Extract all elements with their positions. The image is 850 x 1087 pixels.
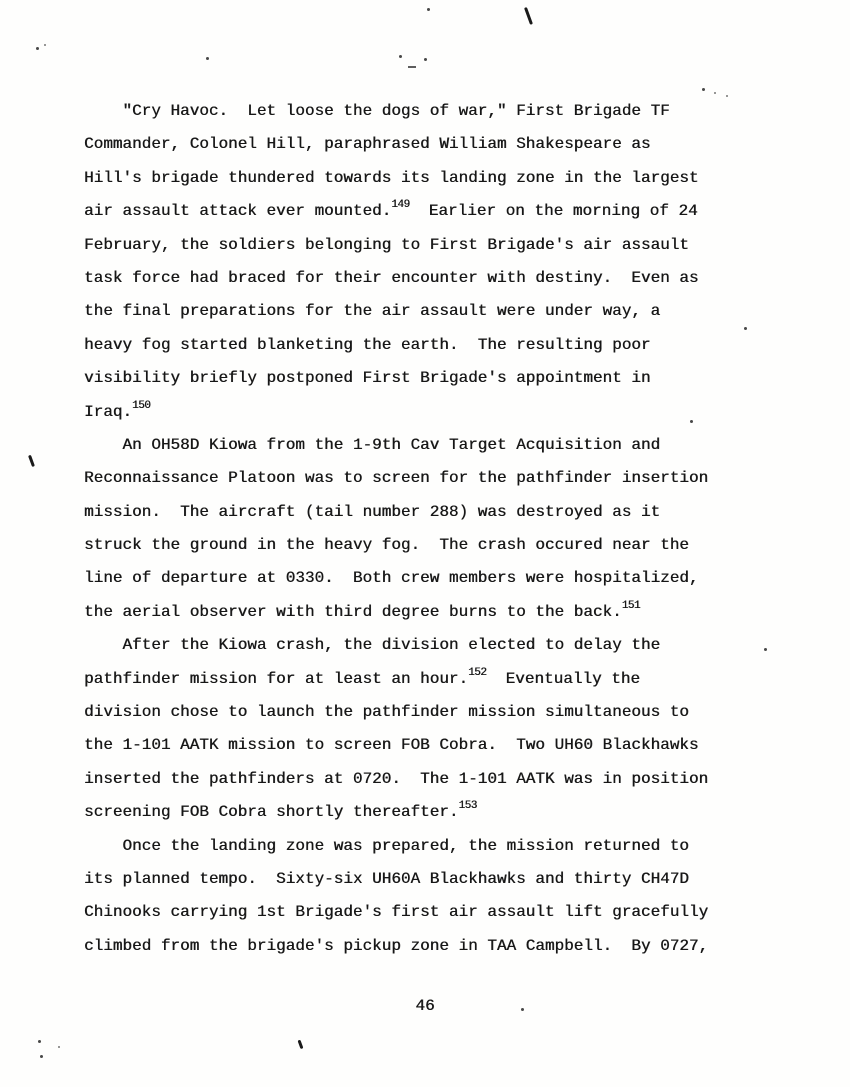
- scan-artifact: [40, 1055, 43, 1058]
- text-line: [84, 262, 764, 295]
- text-run: Commander, Colonel Hill, paraphrased William Shakespeare as: [84, 135, 651, 154]
- text-run: Chinooks carrying 1st Brigade's first air assault lift gracefully: [84, 903, 709, 922]
- text-line: [84, 128, 764, 161]
- text-line: [84, 930, 764, 963]
- footnote-ref: 151: [621, 599, 640, 612]
- text-line: [84, 462, 764, 495]
- text-run: An OH58D Kiowa from the 1-9th Cav Target Acquisition and: [84, 435, 661, 454]
- text-run: the 1-101 AATK mission to screen FOB Cobra. Two UH60 Blackhawks: [84, 736, 699, 755]
- scan-artifact: [408, 66, 416, 68]
- text-run: the final preparations for the air assault were under way, a: [84, 302, 661, 321]
- text-line: [84, 796, 764, 829]
- text-run: After the Kiowa crash, the division elected to delay the: [84, 636, 661, 655]
- text-line: [84, 95, 764, 128]
- text-run: Reconnaissance Platoon was to screen for the pathfinder insertion: [84, 469, 709, 488]
- text-line: [84, 329, 764, 362]
- text-line: [84, 496, 764, 529]
- text-run: division chose to launch the pathfinder mission simultaneous to: [84, 703, 689, 722]
- text-line: [84, 529, 764, 562]
- text-run: screening FOB Cobra shortly thereafter.: [84, 803, 459, 822]
- scan-artifact: [524, 7, 533, 25]
- text-run: "Cry Havoc. Let loose the dogs of war," First Brigade TF: [84, 102, 670, 120]
- scan-artifact: [427, 8, 430, 11]
- text-run: inserted the pathfinders at 0720. The 1-101 AATK was in position: [84, 769, 709, 788]
- text-line: [84, 162, 764, 195]
- text-run: mission. The aircraft (tail number 288) was destroyed as it: [84, 502, 661, 521]
- scan-artifact: [702, 88, 705, 91]
- text-run: pathfinder mission for at least an hour.: [84, 669, 469, 688]
- text-line: [84, 863, 764, 896]
- text-run: heavy fog started blanketing the earth. The resulting poor: [84, 335, 651, 354]
- footnote-ref: 149: [391, 199, 410, 212]
- text-run: climbed from the brigade's pickup zone in TAA Campbell. By 0727,: [84, 936, 709, 955]
- text-line: [84, 629, 764, 662]
- text-line: [84, 295, 764, 328]
- text-line: [84, 195, 764, 228]
- scan-artifact: [36, 47, 39, 50]
- scan-artifact: [424, 58, 427, 61]
- footnote-ref: 150: [132, 399, 151, 412]
- text-line: [84, 396, 764, 429]
- scan-artifact: [28, 455, 34, 467]
- scan-artifact: [38, 1040, 41, 1043]
- text-run: line of departure at 0330. Both crew members were hospitalized,: [84, 569, 699, 588]
- scan-artifact: [44, 44, 46, 46]
- text-run: Hill's brigade thundered towards its landing zone in the largest: [84, 168, 699, 187]
- scan-artifact: [764, 648, 767, 651]
- text-line: [84, 362, 764, 395]
- text-run: its planned tempo. Sixty-six UH60A Blackhawks and thirty CH47D: [84, 869, 689, 888]
- footnote-ref: 153: [458, 800, 477, 813]
- text-run: Once the landing zone was prepared, the mission returned to: [84, 836, 689, 855]
- text-run: struck the ground in the heavy fog. The crash occured near the: [84, 536, 689, 555]
- text-run: the aerial observer with third degree burns to the back.: [84, 602, 622, 621]
- text-run: Earlier on the morning of 24: [409, 202, 698, 221]
- text-run: February, the soldiers belonging to First Brigade's air assault: [84, 235, 689, 254]
- text-run: task force had braced for their encounter with destiny. Even as: [84, 268, 699, 287]
- text-line: [84, 596, 764, 629]
- text-run: visibility briefly postponed First Brigade's appointment in: [84, 369, 651, 388]
- scan-artifact: [206, 57, 209, 60]
- text-line: [84, 429, 764, 462]
- footnote-ref: 152: [468, 666, 487, 679]
- scan-artifact: [298, 1040, 303, 1049]
- text-run: Eventually the: [486, 669, 640, 688]
- scan-artifact: [714, 92, 716, 94]
- text-run: air assault attack ever mounted.: [84, 202, 392, 221]
- scan-artifact: [399, 55, 402, 58]
- document-body: [84, 95, 764, 963]
- page-number: 46: [415, 997, 435, 1015]
- text-line: [84, 696, 764, 729]
- text-line: [84, 830, 764, 863]
- text-line: [84, 729, 764, 762]
- text-run: Iraq.: [84, 402, 133, 421]
- text-line: [84, 663, 764, 696]
- text-line: [84, 763, 764, 796]
- text-line: [84, 229, 764, 262]
- text-line: [84, 562, 764, 595]
- text-line: [84, 896, 764, 929]
- scan-artifact: [58, 1046, 60, 1048]
